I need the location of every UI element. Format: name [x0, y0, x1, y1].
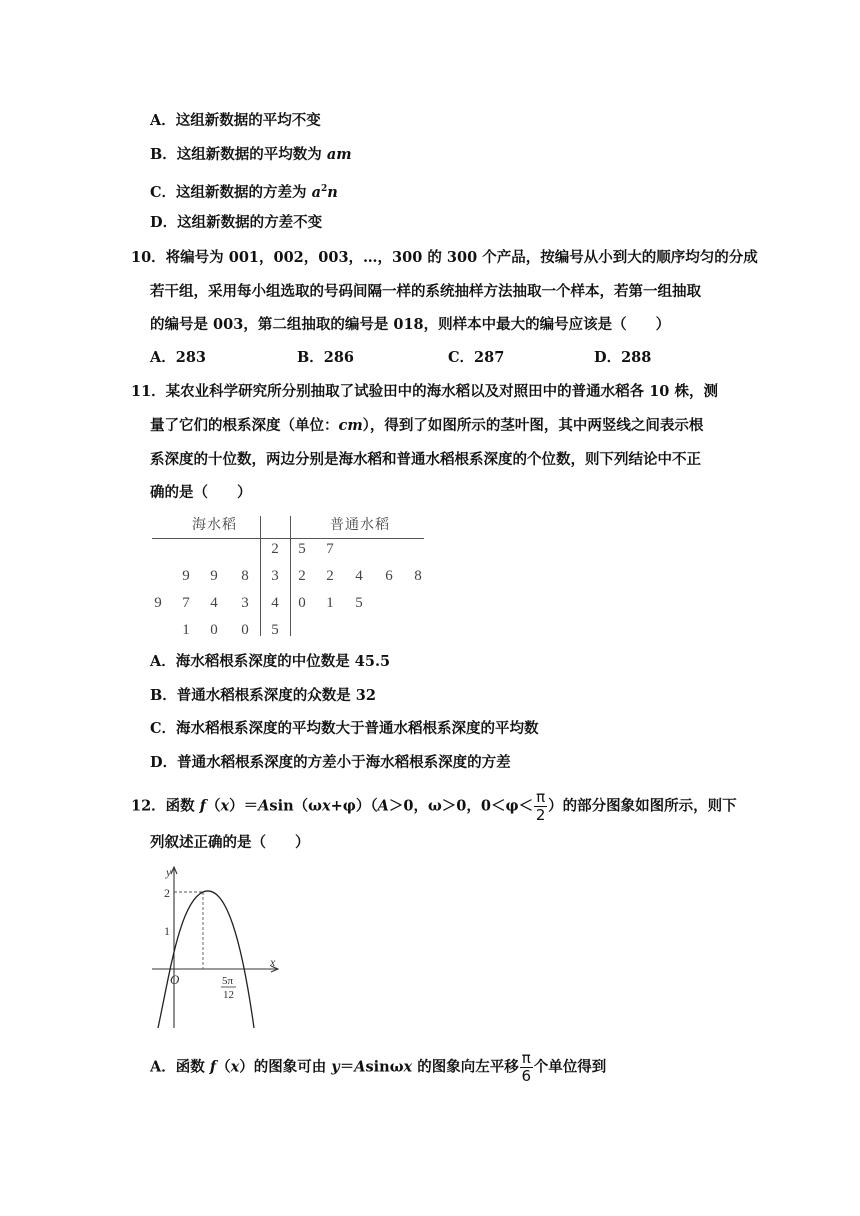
q12-opt-x: x	[403, 1058, 413, 1076]
q11-option-c: C．海水稻根系深度的平均数大于普通水稻根系深度的平均数	[150, 720, 539, 737]
fraction-numerator: π	[521, 1049, 531, 1067]
y-axis-label: y	[166, 865, 172, 879]
q12-text: +φ）（	[330, 797, 378, 815]
left-leaf: 9	[154, 595, 162, 611]
q12-line-2: 列叙述正确的是（ ）	[150, 834, 310, 851]
q10-option-d: D．288	[594, 349, 652, 366]
stem-divider-left	[260, 516, 261, 636]
stem-divider-right	[290, 516, 291, 636]
q12-opt-x: x	[230, 1058, 240, 1076]
x-axis-label: x	[270, 955, 276, 969]
q12-opt-text: ＝	[339, 1058, 355, 1076]
origin-label: O	[170, 972, 180, 987]
fraction-numerator: π	[536, 788, 546, 806]
q11-option-b: B．普通水稻根系深度的众数是 32	[150, 687, 376, 704]
left-leaf: 0	[241, 622, 249, 638]
q12-text: 12．函数	[131, 797, 200, 815]
q9-option-c-text: C．这组新数据的方差为	[150, 183, 312, 201]
right-leaf: 7	[326, 541, 334, 557]
pi-over-6-fraction	[520, 1050, 533, 1085]
sine-curve	[158, 891, 254, 1028]
q12-text: （	[205, 797, 221, 815]
q12-opt-text: ）的图象可由	[239, 1058, 332, 1076]
q12-text: ）＝	[229, 797, 259, 815]
q11-option-a: A．海水稻根系深度的中位数是 45.5	[150, 653, 391, 670]
q12-opt-text: 个单位得到	[533, 1058, 607, 1076]
q12-opt-y: y	[331, 1058, 340, 1076]
left-leaf: 3	[241, 595, 249, 611]
q11-unit: cm	[338, 417, 363, 434]
left-leaf: 9	[182, 568, 190, 584]
sine-graph	[150, 862, 285, 1030]
q12-text: ）的部分图象如图所示，则下	[548, 797, 737, 815]
q12-opt-text: sinω	[365, 1058, 404, 1076]
left-header: 海水稻	[192, 518, 237, 533]
left-leaf: 4	[210, 595, 218, 611]
q9-option-c-a: a	[311, 183, 321, 201]
q11-line-4: 确的是（ ）	[150, 484, 252, 501]
q12-opt-f: f	[209, 1058, 217, 1076]
q9-option-c-n: n	[327, 183, 338, 201]
right-leaf: 8	[414, 568, 422, 584]
header-rule	[152, 538, 424, 539]
right-leaf: 2	[298, 568, 306, 584]
q9-option-a: A．这组新数据的平均不变	[150, 112, 321, 129]
q10-option-c: C．287	[448, 349, 505, 366]
left-leaf: 0	[210, 622, 218, 638]
left-leaf: 1	[182, 622, 190, 638]
q10-option-b: B．286	[297, 349, 355, 366]
left-leaf: 8	[241, 568, 249, 584]
stem: 2	[271, 541, 279, 557]
q12-option-a	[150, 1050, 606, 1085]
q9-option-b	[150, 145, 352, 165]
q12-line-1	[131, 789, 737, 824]
q10-line-1: 10．将编号为 001，002，003，…，300 的 300 个产品，按编号从小到大的顺序均匀的分成	[131, 249, 758, 266]
q11-line-2-pre: 量了它们的根系深度（单位：	[150, 417, 339, 434]
q12-f: f	[199, 797, 206, 815]
q10-line-3: 的编号是 003，第二组抽取的编号是 018，则样本中最大的编号应该是（ ）	[150, 316, 671, 333]
q12-text: sin（ω	[269, 797, 322, 815]
q11-line-2	[150, 416, 703, 436]
q11-line-1: 11．某农业科学研究所分别抽取了试验田中的海水稻以及对照田中的普通水稻各 10 株，测	[131, 383, 718, 400]
stem: 4	[271, 595, 279, 611]
fraction-denominator: 2	[535, 806, 546, 824]
q9-option-d: D．这组新数据的方差不变	[150, 214, 323, 231]
left-leaf: 9	[210, 568, 218, 584]
q9-option-c	[150, 179, 338, 203]
y-tick-1: 1	[164, 924, 170, 938]
right-header: 普通水稻	[330, 518, 390, 533]
q11-line-2-post: ），得到了如图所示的茎叶图，其中两竖线之间表示根	[362, 417, 704, 434]
fraction-denominator: 6	[521, 1067, 532, 1085]
q9-option-b-text: B．这组新数据的平均数为	[150, 146, 327, 163]
right-leaf: 5	[355, 595, 363, 611]
right-leaf: 6	[385, 568, 393, 584]
q12-opt-text: A．函数	[150, 1058, 210, 1076]
right-leaf: 0	[298, 595, 306, 611]
q11-line-3: 系深度的十位数，两边分别是海水稻和普通水稻根系深度的个位数，则下列结论中不正	[150, 451, 701, 468]
q12-A: A	[258, 797, 270, 815]
q12-text: ＞0，ω＞0，0＜φ＜	[388, 797, 534, 815]
stem-leaf-plot	[152, 510, 424, 636]
right-leaf: 1	[326, 595, 334, 611]
q12-x: x	[220, 797, 230, 815]
x-tick-numerator: 5π	[222, 975, 234, 987]
q12-opt-text: 的图象向左平移	[412, 1058, 519, 1076]
q11-option-d: D．普通水稻根系深度的方差小于海水稻根系深度的方差	[150, 754, 511, 771]
q12-opt-text: （	[216, 1058, 231, 1076]
right-leaf: 4	[355, 568, 363, 584]
q9-option-c-sup: 2	[321, 184, 328, 194]
q12-opt-A: A	[354, 1058, 366, 1076]
stem: 3	[271, 568, 279, 584]
q9-option-b-var: am	[326, 146, 352, 163]
q12-A: A	[377, 797, 389, 815]
right-leaf: 5	[298, 541, 306, 557]
x-tick-denominator: 12	[223, 989, 234, 1001]
pi-over-2-fraction	[534, 789, 547, 824]
q10-option-a: A．283	[150, 349, 207, 366]
q10-line-2: 若干组，采用每小组选取的号码间隔一样的系统抽样方法抽取一个样本，若第一组抽取	[150, 283, 701, 300]
stem: 5	[271, 622, 279, 638]
q12-x: x	[321, 797, 331, 815]
y-tick-2: 2	[164, 886, 170, 900]
left-leaf: 7	[182, 595, 190, 611]
right-leaf: 2	[326, 568, 334, 584]
